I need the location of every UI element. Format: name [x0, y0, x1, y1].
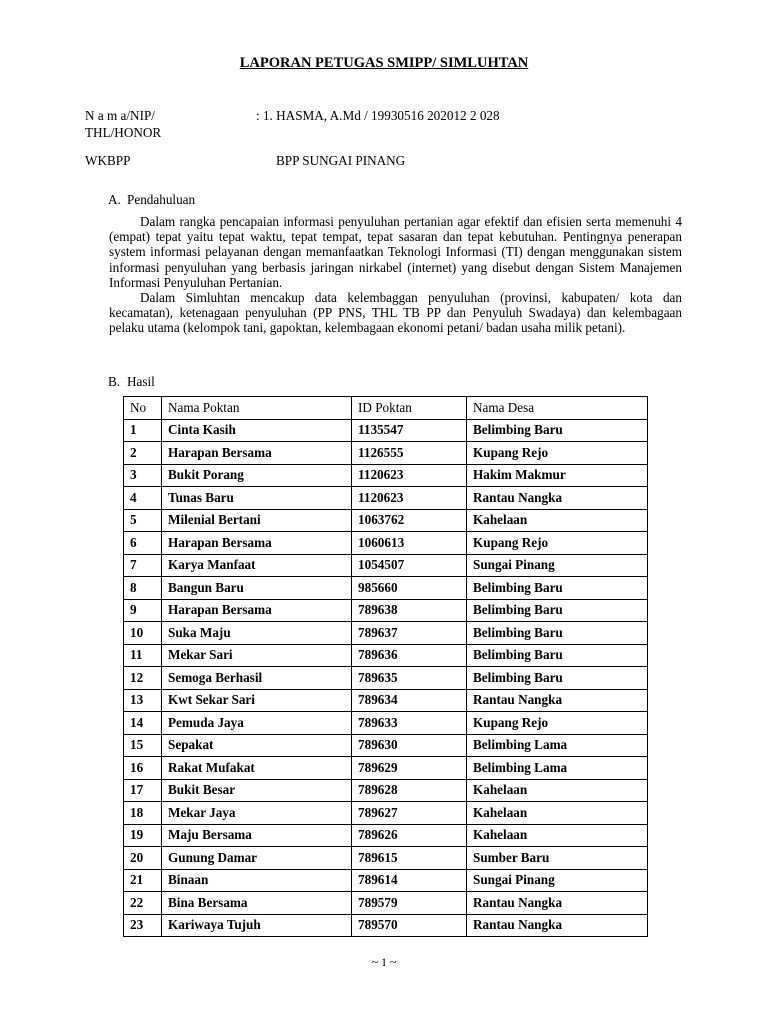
cell-no: 8: [124, 577, 162, 600]
cell-nama-poktan: Mekar Jaya: [162, 802, 352, 825]
cell-nama-desa: Kahelaan: [467, 824, 648, 847]
cell-nama-desa: Kupang Rejo: [467, 712, 648, 735]
cell-id-poktan: 789638: [352, 599, 467, 622]
cell-nama-desa: Kahelaan: [467, 779, 648, 802]
cell-no: 10: [124, 622, 162, 645]
section-a-letter: A.: [108, 192, 121, 207]
cell-no: 19: [124, 824, 162, 847]
table-row: [124, 509, 648, 532]
table-row: [124, 577, 648, 600]
cell-no: 6: [124, 532, 162, 555]
cell-no: 16: [124, 757, 162, 780]
cell-nama-desa: Belimbing Lama: [467, 734, 648, 757]
cell-nama-poktan: Maju Bersama: [162, 824, 352, 847]
section-a-body: [109, 214, 682, 336]
cell-nama-poktan: Karya Manfaat: [162, 554, 352, 577]
page-number: ~ 1 ~: [371, 955, 397, 969]
cell-no: 23: [124, 914, 162, 937]
table-row: [124, 532, 648, 555]
table-row: [124, 599, 648, 622]
table-row: [124, 914, 648, 937]
cell-nama-desa: Hakim Makmur: [467, 464, 648, 487]
cell-id-poktan: 789579: [352, 892, 467, 915]
cell-no: 11: [124, 644, 162, 667]
cell-id-poktan: 1135547: [352, 419, 467, 442]
cell-no: 12: [124, 667, 162, 690]
cell-id-poktan: 789635: [352, 667, 467, 690]
document-title: LAPORAN PETUGAS SMIPP/ SIMLUHTAN: [239, 55, 529, 71]
section-b-heading: [108, 374, 155, 390]
cell-nama-poktan: Sepakat: [162, 734, 352, 757]
cell-nama-poktan: Harapan Bersama: [162, 599, 352, 622]
cell-nama-poktan: Cinta Kasih: [162, 419, 352, 442]
cell-nama-poktan: Rakat Mufakat: [162, 757, 352, 780]
cell-nama-desa: Belimbing Baru: [467, 644, 648, 667]
cell-nama-desa: Belimbing Baru: [467, 577, 648, 600]
cell-id-poktan: 789633: [352, 712, 467, 735]
cell-nama-desa: Belimbing Baru: [467, 667, 648, 690]
cell-id-poktan: 789570: [352, 914, 467, 937]
cell-no: 2: [124, 442, 162, 465]
table-row: [124, 734, 648, 757]
table-row: [124, 644, 648, 667]
table-row: [124, 622, 648, 645]
cell-nama-poktan: Kariwaya Tujuh: [162, 914, 352, 937]
cell-nama-poktan: Mekar Sari: [162, 644, 352, 667]
cell-id-poktan: 789615: [352, 847, 467, 870]
cell-no: 20: [124, 847, 162, 870]
cell-nama-desa: Rantau Nangka: [467, 914, 648, 937]
cell-nama-poktan: Suka Maju: [162, 622, 352, 645]
cell-nama-poktan: Bukit Besar: [162, 779, 352, 802]
cell-nama-poktan: Binaan: [162, 869, 352, 892]
cell-nama-desa: Belimbing Baru: [467, 622, 648, 645]
cell-id-poktan: 789630: [352, 734, 467, 757]
cell-nama-desa: Sumber Baru: [467, 847, 648, 870]
cell-id-poktan: 789637: [352, 622, 467, 645]
nip-label-line2: THL/HONOR: [85, 125, 162, 140]
cell-no: 21: [124, 869, 162, 892]
cell-no: 13: [124, 689, 162, 712]
section-a-heading: [108, 192, 195, 208]
table-row: [124, 779, 648, 802]
table-row: [124, 464, 648, 487]
table-row: [124, 689, 648, 712]
cell-nama-desa: Belimbing Baru: [467, 419, 648, 442]
table-body: [124, 419, 648, 937]
cell-no: 9: [124, 599, 162, 622]
cell-nama-desa: Kupang Rejo: [467, 532, 648, 555]
cell-nama-poktan: Pemuda Jaya: [162, 712, 352, 735]
cell-no: 15: [124, 734, 162, 757]
cell-id-poktan: 789614: [352, 869, 467, 892]
cell-no: 7: [124, 554, 162, 577]
table-row: [124, 419, 648, 442]
cell-id-poktan: 985660: [352, 577, 467, 600]
cell-nama-poktan: Tunas Baru: [162, 487, 352, 510]
cell-no: 18: [124, 802, 162, 825]
cell-nama-desa: Belimbing Lama: [467, 757, 648, 780]
cell-nama-desa: Sungai Pinang: [467, 554, 648, 577]
cell-nama-desa: Kahelaan: [467, 802, 648, 825]
table-row: [124, 487, 648, 510]
table-row: [124, 667, 648, 690]
table-row: [124, 757, 648, 780]
cell-nama-poktan: Bangun Baru: [162, 577, 352, 600]
cell-id-poktan: 1063762: [352, 509, 467, 532]
cell-nama-desa: Rantau Nangka: [467, 892, 648, 915]
cell-nama-desa: Kupang Rejo: [467, 442, 648, 465]
cell-nama-poktan: Bukit Porang: [162, 464, 352, 487]
header-nama-poktan: Nama Poktan: [162, 397, 352, 420]
cell-nama-poktan: Gunung Damar: [162, 847, 352, 870]
cell-id-poktan: 789628: [352, 779, 467, 802]
cell-nama-poktan: Bina Bersama: [162, 892, 352, 915]
cell-nama-poktan: Kwt Sekar Sari: [162, 689, 352, 712]
cell-id-poktan: 789634: [352, 689, 467, 712]
cell-nama-desa: Belimbing Baru: [467, 599, 648, 622]
cell-no: 14: [124, 712, 162, 735]
cell-no: 4: [124, 487, 162, 510]
cell-no: 22: [124, 892, 162, 915]
cell-no: 5: [124, 509, 162, 532]
cell-id-poktan: 1120623: [352, 487, 467, 510]
table-row: [124, 712, 648, 735]
cell-id-poktan: 789626: [352, 824, 467, 847]
cell-nama-desa: Rantau Nangka: [467, 689, 648, 712]
cell-id-poktan: 1126555: [352, 442, 467, 465]
table-row: [124, 869, 648, 892]
paragraph-2: Dalam Simluhtan mencakup data kelembaggan penyuluhan (provinsi, kabupaten/ kota dan kecamatan), ketenagaan penyuluhan (PP PNS, THL TB PP dan Penyuluh Swadaya) dan kelembagaan pelaku utama (kelompok tani, gapoktan, kelembagaan ekonomi petani/ badan usaha milik petani).: [109, 290, 682, 336]
wkbpp-label: WKBPP: [85, 153, 131, 168]
cell-nama-poktan: Harapan Bersama: [162, 532, 352, 555]
poktan-table: [123, 396, 648, 937]
cell-id-poktan: 1060613: [352, 532, 467, 555]
section-a-title: Pendahuluan: [127, 192, 196, 207]
paragraph-1: Dalam rangka pencapaian informasi penyuluhan pertanian agar efektif dan efisien serta memenuhi 4 (empat) tepat yaitu tepat waktu, tepat tempat, tepat sasaran dan tepat kebutuhan. Pentingnya penerapan system informasi pelayanan dengan memanfaatkan Teknologi Informasi (TI) dengan menggunakan sistem informasi penyuluhan yang berbasis jaringan nirkabel (internet) yang disebut dengan Sistem Manajemen Informasi Penyuluhan Pertanian.: [109, 214, 682, 290]
table-row: [124, 892, 648, 915]
cell-nama-poktan: Harapan Bersama: [162, 442, 352, 465]
table-row: [124, 847, 648, 870]
cell-nama-desa: Rantau Nangka: [467, 487, 648, 510]
table-row: [124, 554, 648, 577]
cell-id-poktan: 789627: [352, 802, 467, 825]
table-header-row: [124, 397, 648, 420]
table-row: [124, 824, 648, 847]
section-b-title: Hasil: [127, 374, 155, 389]
cell-nama-poktan: Semoga Berhasil: [162, 667, 352, 690]
nip-label-line1: N a m a/NIP/: [85, 108, 155, 123]
header-nama-desa: Nama Desa: [467, 397, 648, 420]
cell-nama-desa: Kahelaan: [467, 509, 648, 532]
table-row: [124, 802, 648, 825]
cell-nama-poktan: Milenial Bertani: [162, 509, 352, 532]
cell-no: 17: [124, 779, 162, 802]
wkbpp-value: BPP SUNGAI PINANG: [276, 153, 406, 168]
cell-no: 1: [124, 419, 162, 442]
cell-id-poktan: 789636: [352, 644, 467, 667]
nip-value: : 1. HASMA, A.Md / 19930516 202012 2 028: [256, 108, 500, 123]
cell-nama-desa: Sungai Pinang: [467, 869, 648, 892]
cell-no: 3: [124, 464, 162, 487]
header-no: No: [124, 397, 162, 420]
section-b-letter: B.: [108, 374, 121, 389]
table-row: [124, 442, 648, 465]
cell-id-poktan: 1120623: [352, 464, 467, 487]
cell-id-poktan: 789629: [352, 757, 467, 780]
cell-id-poktan: 1054507: [352, 554, 467, 577]
header-id-poktan: ID Poktan: [352, 397, 467, 420]
